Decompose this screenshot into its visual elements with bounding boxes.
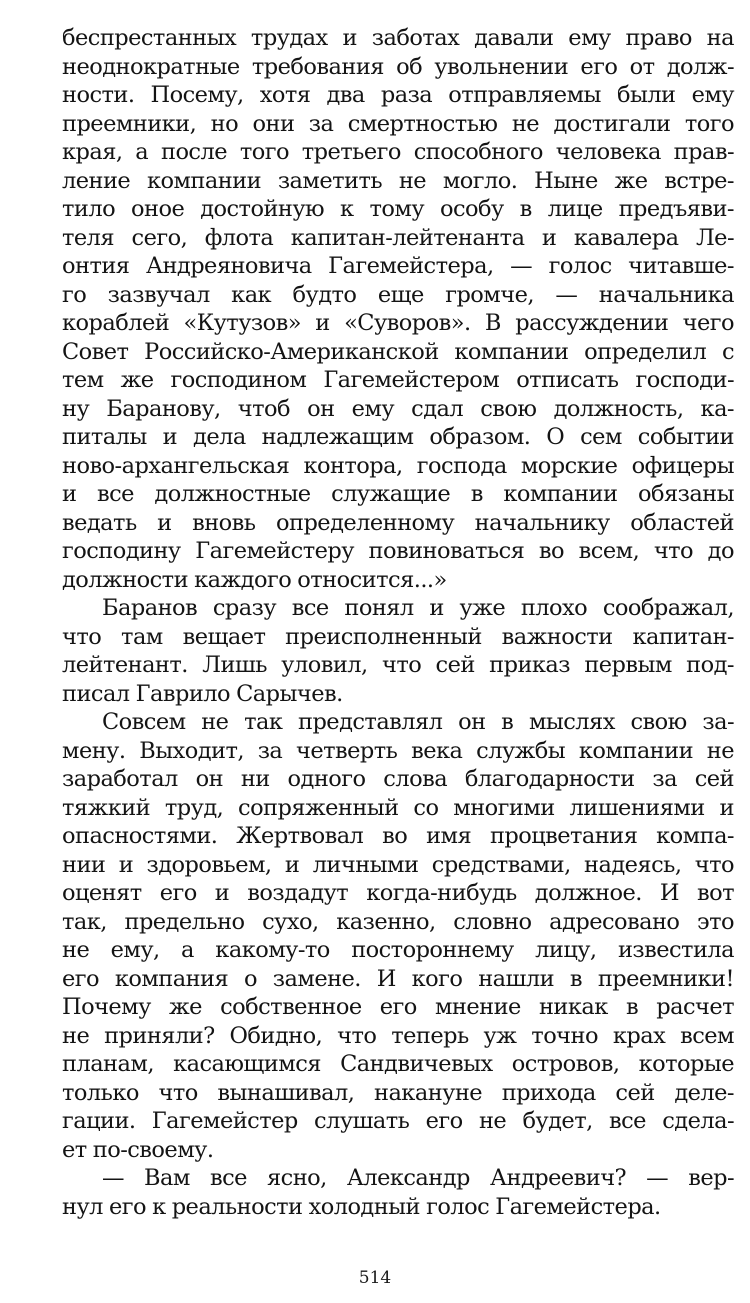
text-line: преемники, но они за смертностью не достигали того — [62, 110, 734, 137]
text-line: онтия Андреяновича Гагемейстера, — голос читавше- — [62, 253, 734, 279]
text-line: так, предельно сухо, казенно, словно адресовано это — [62, 908, 734, 935]
text-line: мену. Выходит, за четверть века службы компании не — [62, 737, 734, 764]
text-line: — Вам все ясно, Александр Андреевич? — вер- — [102, 1165, 734, 1191]
text-line: ет по-своему. — [62, 1136, 214, 1163]
text-line: гации. Гагемейстер слушать его не будет, все сдела- — [62, 1108, 734, 1134]
text-line: ново-архангельская контора, господа морские офицеры — [62, 452, 734, 479]
text-line: теля сего, флота капитан-лейтенанта и кавалера Ле- — [62, 224, 734, 251]
text-line: Баранов сразу все понял и уже плохо соображал, — [102, 595, 734, 621]
text-line: го зазвучал как будто еще громче, — начальника — [62, 281, 734, 308]
text-line: и все должностные служащие в компании обязаны — [62, 481, 734, 507]
text-line: питалы и дела надлежащим образом. О сем событии — [62, 424, 734, 450]
text-line: опасностями. Жертвовал во имя процветания компа- — [62, 823, 734, 849]
text-line: должности каждого относится...» — [62, 566, 447, 593]
text-line: неоднократные требования об увольнении его от долж- — [62, 53, 734, 80]
text-line: беспрестанных трудах и заботах давали ему право на — [62, 25, 734, 51]
text-line: тяжкий труд, сопряженный со многими лишениями и — [62, 794, 734, 821]
text-line: его компания о замене. И кого нашли в преемники! — [62, 965, 734, 992]
text-line: заработал он ни одного слова благодарности за сей — [62, 766, 734, 792]
page-number: 514 — [358, 1268, 392, 1288]
text-line: что там вещает преисполненный важности капитан- — [62, 623, 734, 650]
text-line: нии и здоровьем, и личными средствами, надеясь, что — [62, 851, 734, 878]
text-line: ности. Посему, хотя два раза отправляемы были ему — [62, 82, 734, 108]
text-line: только что вынашивал, накануне прихода сей деле- — [62, 1079, 734, 1106]
text-line: не приняли? Обидно, что теперь уж точно крах всем — [62, 1022, 734, 1049]
text-line: господину Гагемейстеру повиноваться во всем, что до — [62, 538, 734, 564]
text-line: оценят его и воздадут когда-нибудь должное. И вот — [62, 880, 734, 906]
text-line: Совет Российско-Американской компании определил с — [62, 338, 734, 365]
text-line: ведать и вновь определенному начальнику областей — [62, 509, 734, 536]
text-line: ление компании заметить не могло. Ныне же встре- — [62, 167, 734, 194]
text-line: ну Баранову, чтоб он ему сдал свою должность, ка- — [62, 395, 734, 422]
text-line: не ему, а какому-то постороннему лицу, известила — [62, 937, 734, 963]
text-line: писал Гаврило Сарычев. — [62, 680, 343, 707]
text-line: лейтенант. Лишь уловил, что сей приказ первым под- — [62, 652, 734, 678]
text-line: Почему же собственное его мнение никак в расчет — [62, 994, 734, 1020]
text-line: Совсем не так представлял он в мыслях свою за- — [102, 709, 734, 735]
text-line: нул его к реальности холодный голос Гагемейстера. — [62, 1193, 661, 1220]
page-text — [62, 24, 734, 1221]
text-line: тило оное достойную к тому особу в лице предъяви- — [62, 196, 734, 222]
text-line: тем же господином Гагемейстером отписать господи- — [62, 367, 734, 393]
text-line: края, а после того третьего способного человека прав- — [62, 139, 734, 165]
text-line: кораблей «Кутузов» и «Суворов». В рассуждении чего — [62, 310, 734, 336]
text-line: планам, касающимся Сандвичевых островов, которые — [62, 1051, 734, 1077]
